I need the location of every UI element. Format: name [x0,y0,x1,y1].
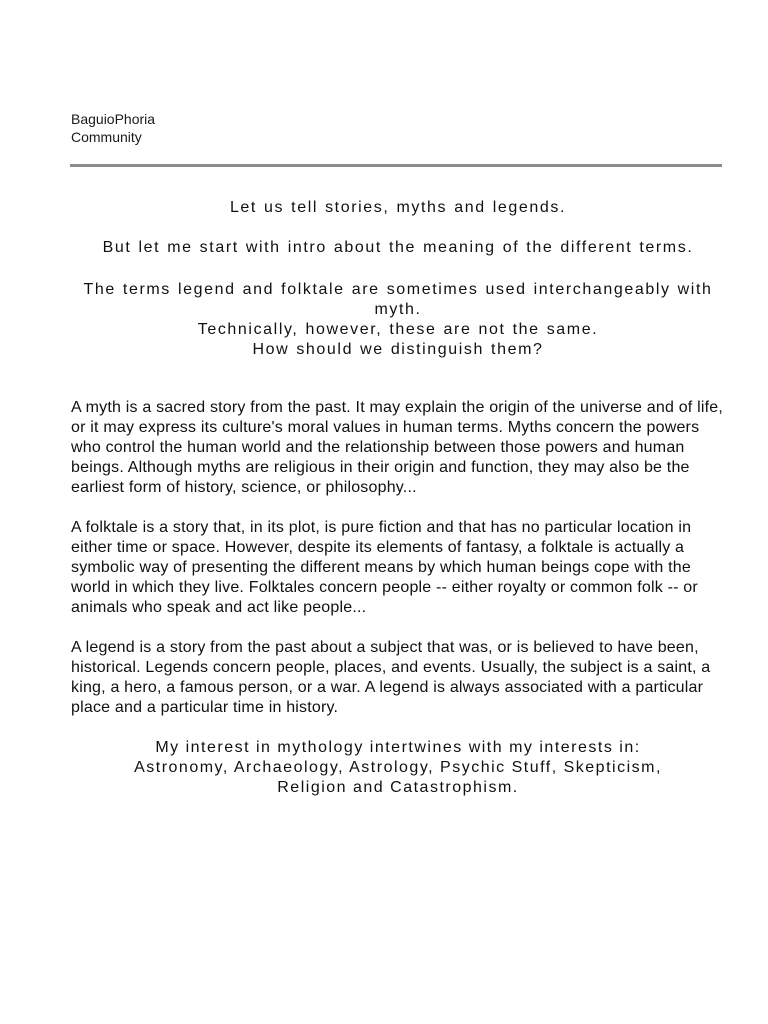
folktale-paragraph: A folktale is a story that, in its plot, is pure fiction and that has no particular location in either time or space. However, despite its elements of fantasy, a folktale is actually a symbolic way of presenting the different means by which human beings cope with the world in which they live. Folktales concern people -- either royalty or common folk -- or animals who speak and act like people... [71,519,698,616]
definitions [71,398,725,718]
site-name: BaguioPhoria [71,111,156,127]
article-body [71,198,725,798]
intro-block [71,198,725,360]
intro-line: The terms legend and folktale are sometimes used interchangeably with myth. [83,281,713,318]
intro-line: Technically, however, these are not the same. [197,321,599,338]
interests-block [71,738,725,798]
myth-paragraph: A myth is a sacred story from the past. It may explain the origin of the universe and of life, or it may express its culture's moral values in human terms. Myths concern the powers who control the human world and the relationship between those powers and human beings. Although myths are religious in their origin and function, they may also be the earliest form of history, science, or philosophy... [71,399,723,496]
interests-line: My interest in mythology intertwines with my interests in: [155,739,641,756]
header-divider [70,164,722,167]
site-header [71,110,155,146]
intro-line: How should we distinguish them? [252,341,544,358]
intro-line: Let us tell stories, myths and legends. [229,199,567,216]
legend-paragraph: A legend is a story from the past about a subject that was, or is believed to have been, historical. Legends concern people, places, and events. Usually, the subject is a saint, a king, a hero, a famous person, or a war. A legend is always associated with a particular place and a particular time in history. [71,639,711,716]
site-subtitle: Community [71,129,142,145]
interests-line: Astronomy, Archaeology, Astrology, Psychic Stuff, Skepticism, [134,759,662,776]
intro-line: But let me start with intro about the meaning of the different terms. [102,239,694,256]
interests-line: Religion and Catastrophism. [277,779,519,796]
